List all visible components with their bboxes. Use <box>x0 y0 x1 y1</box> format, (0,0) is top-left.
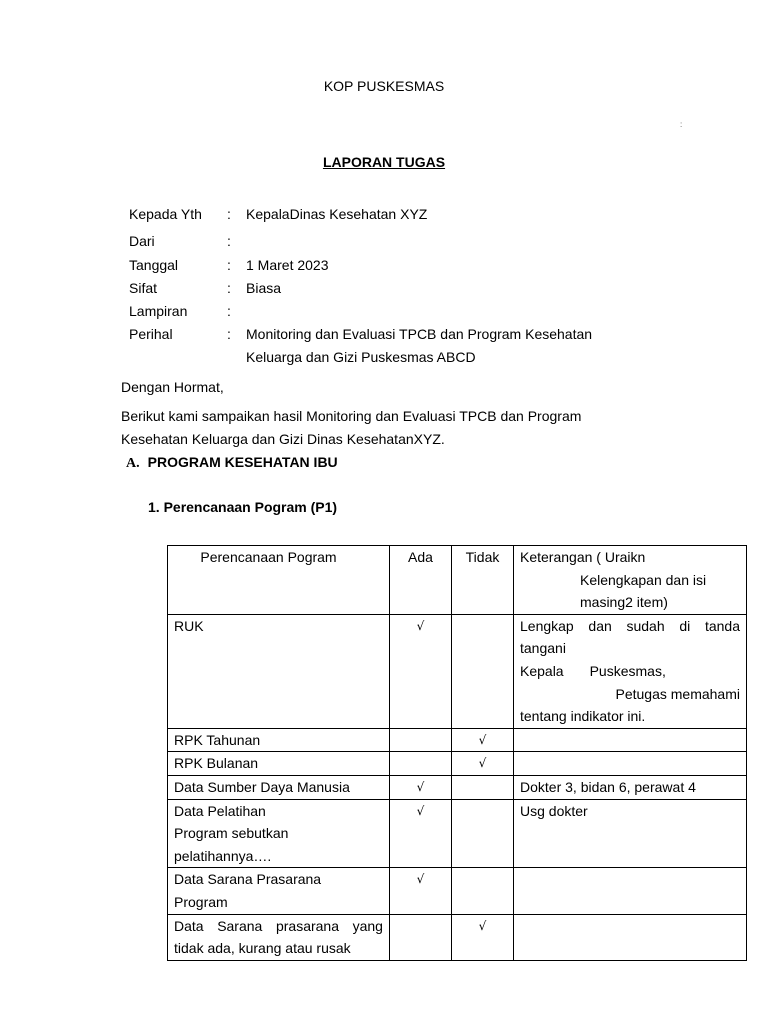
table-row <box>168 728 747 752</box>
keterangan-line <box>520 615 740 638</box>
kop-header: KOP PUSKESMAS <box>323 78 445 94</box>
check-ada <box>390 728 452 752</box>
salutation: Dengan Hormat, <box>121 379 224 395</box>
row-keterangan <box>514 752 747 776</box>
word: tanda <box>704 617 740 634</box>
row-item <box>168 914 390 960</box>
row-item: RUK <box>168 614 390 728</box>
header-keterangan-line: Kelengkapan dan isi <box>580 571 707 588</box>
row-item-line: tidak ada, kurang atau rusak <box>174 940 351 957</box>
table-row <box>168 614 747 728</box>
check-tidak <box>452 868 514 914</box>
check-ada: √ <box>390 614 452 728</box>
field-sep: : <box>227 257 231 273</box>
section-title: PROGRAM KESEHATAN IBU <box>147 454 338 470</box>
field-sep: : <box>227 233 231 249</box>
intro-line: Berikut kami sampaikan hasil Monitoring dan Evaluasi TPCB dan Program <box>121 408 582 424</box>
word: yang <box>352 917 383 934</box>
word: Sarana <box>217 917 263 934</box>
check-ada <box>390 914 452 960</box>
word: di <box>679 617 691 634</box>
check-tidak: √ <box>452 752 514 776</box>
row-item: RPK Bulanan <box>168 752 390 776</box>
header-tidak: Tidak <box>452 546 514 615</box>
field-sep: : <box>227 326 231 342</box>
intro-line: Kesehatan Keluarga dan Gizi Dinas KesehatanXYZ. <box>121 430 445 447</box>
field-label-sifat: Sifat <box>129 280 158 296</box>
row-keterangan: Usg dokter <box>514 799 747 868</box>
keterangan-line: tangani <box>520 640 566 657</box>
word: Kepala <box>520 662 564 679</box>
check-tidak <box>452 614 514 728</box>
field-label-perihal: Perihal <box>129 326 173 342</box>
field-sep: : <box>227 206 231 222</box>
table-row <box>168 752 747 776</box>
field-value-kepada: KepalaDinas Kesehatan XYZ <box>246 206 428 222</box>
row-item: RPK Tahunan <box>168 728 390 752</box>
field-sep: : <box>227 303 231 319</box>
section-letter: A. <box>126 456 140 471</box>
field-value-tanggal: 1 Maret 2023 <box>246 257 329 273</box>
check-tidak <box>452 799 514 868</box>
row-keterangan <box>514 868 747 914</box>
row-item: Data Sumber Daya Manusia <box>168 775 390 799</box>
subsection-heading: 1. Perencanaan Pogram (P1) <box>148 499 338 515</box>
planning-table <box>167 545 747 961</box>
row-item-line: pelatihannya…. <box>174 847 272 864</box>
header-keterangan <box>514 546 747 615</box>
row-keterangan <box>514 914 747 960</box>
document-title: LAPORAN TUGAS <box>322 154 446 170</box>
row-item-line: Program sebutkan <box>174 825 289 842</box>
check-ada: √ <box>390 868 452 914</box>
check-tidak <box>452 775 514 799</box>
field-sep: : <box>227 280 231 296</box>
keterangan-line: Petugas memahami <box>615 685 740 702</box>
header-ada: Ada <box>390 546 452 615</box>
field-label-dari: Dari <box>129 233 155 249</box>
word: Lengkap <box>520 617 574 634</box>
field-value-perihal-cont: Keluarga dan Gizi Puskesmas ABCD <box>246 349 476 365</box>
table-header-row <box>168 546 747 615</box>
header-keterangan-line: masing2 item) <box>580 594 668 611</box>
field-label-kepada: Kepada Yth <box>129 206 202 222</box>
word: dan <box>588 617 612 634</box>
row-keterangan <box>514 614 747 728</box>
word: Puskesmas, <box>589 662 666 679</box>
field-label-lampiran: Lampiran <box>129 303 188 319</box>
word: prasarana <box>275 917 339 934</box>
keterangan-line <box>520 660 740 683</box>
check-tidak: √ <box>452 728 514 752</box>
row-keterangan: Dokter 3, bidan 6, perawat 4 <box>514 775 747 799</box>
page-mark: : <box>680 120 683 129</box>
intro-paragraph <box>121 405 661 450</box>
row-item-line <box>174 915 383 938</box>
section-a-heading <box>126 454 338 472</box>
header-item: Perencanaan Pogram <box>168 546 390 615</box>
field-value-sifat: Biasa <box>246 280 282 296</box>
row-item-line: Data Pelatihan <box>174 802 266 819</box>
check-ada <box>390 752 452 776</box>
row-item-line: Data Sarana Prasarana <box>174 871 322 888</box>
row-item <box>168 868 390 914</box>
table-row <box>168 914 747 960</box>
keterangan-line: tentang indikator ini. <box>520 708 646 725</box>
check-tidak: √ <box>452 914 514 960</box>
table-row <box>168 775 747 799</box>
field-label-tanggal: Tanggal <box>129 257 179 273</box>
word: sudah <box>626 617 665 634</box>
row-item <box>168 799 390 868</box>
row-keterangan <box>514 728 747 752</box>
header-keterangan-line: Keterangan ( Uraikn <box>520 549 646 565</box>
check-ada: √ <box>390 799 452 868</box>
table-row <box>168 868 747 914</box>
check-ada: √ <box>390 775 452 799</box>
word: Data <box>174 917 204 934</box>
field-value-perihal: Monitoring dan Evaluasi TPCB dan Program Kesehatan <box>246 326 593 342</box>
table-row <box>168 799 747 868</box>
row-item-line: Program <box>174 893 228 910</box>
